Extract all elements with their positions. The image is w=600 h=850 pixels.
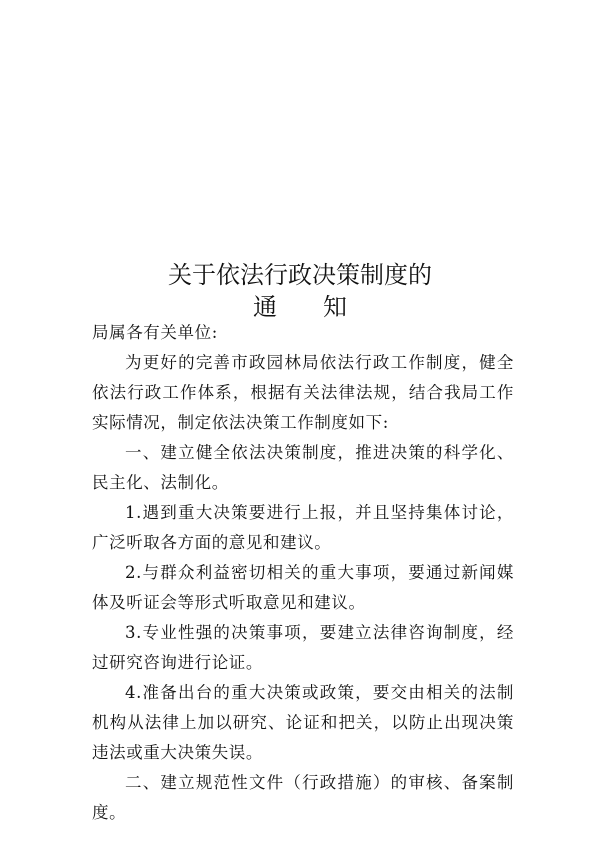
paragraph-item-1: 1.遇到重大决策要进行上报，并且坚持集体讨论，广泛听取各方面的意见和建议。 bbox=[92, 503, 514, 552]
paragraph-item-4: 4.准备出台的重大决策或政策，要交由相关的法制机构从法律上加以研究、论证和把关，以防止出现决策违法或重大决策失误。 bbox=[92, 683, 514, 762]
document-title: 关于依法行政决策制度的 bbox=[168, 261, 432, 289]
paragraph-intro: 为更好的完善市政园林局依法行政工作制度，健全依法行政工作体系，根据有关法律法规，结合我局工作实际情况，制定依法决策工作制度如下: bbox=[92, 353, 514, 432]
paragraph-item-2: 2.与群众利益密切相关的重大事项，要通过新闻媒体及听证会等形式听取意见和建议。 bbox=[92, 563, 514, 612]
subtitle-char-1: 通 bbox=[253, 293, 277, 321]
paragraph-section-2: 二、建立规范性文件（行政措施）的审核、备案制度。 bbox=[92, 773, 514, 822]
paragraph-section-1: 一、建立健全依法决策制度，推进决策的科学化、民主化、法制化。 bbox=[92, 443, 514, 492]
subtitle-char-2: 知 bbox=[323, 293, 347, 321]
paragraph-item-3: 3.专业性强的决策事项，要建立法律咨询制度，经过研究咨询进行论证。 bbox=[92, 623, 514, 672]
salutation: 局属各有关单位: bbox=[92, 323, 218, 342]
